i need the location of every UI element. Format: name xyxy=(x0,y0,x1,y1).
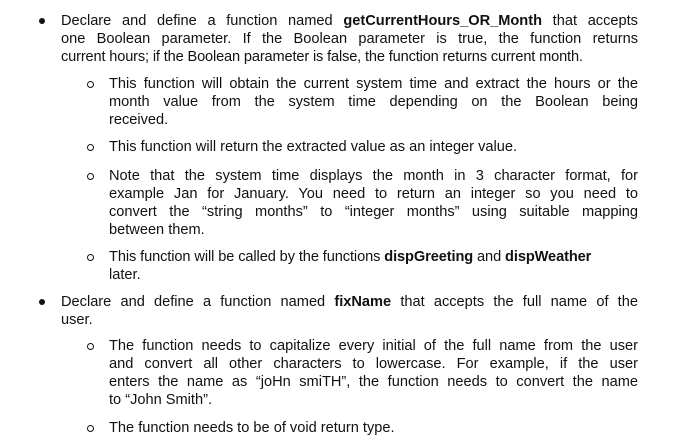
sub-1-2-line-1: This function will return the extracted value as an integer value. xyxy=(109,139,518,155)
sub-1-3-line-3: convert the “string months” to “integer months” using suitable mapping xyxy=(109,204,638,220)
sub-2-1-line-4: to “John Smith”. xyxy=(109,392,213,408)
bullet-circle xyxy=(87,425,94,432)
cut-off-text-fragment xyxy=(60,0,620,6)
bullet-1-line-2: one Boolean parameter. If the Boolean parameter is true, the function returns xyxy=(61,31,638,47)
bullet-circle xyxy=(87,81,94,88)
sub-1-3-line-1: Note that the system time displays the month in 3 character format, for xyxy=(109,168,638,184)
bullet-circle xyxy=(87,144,94,151)
bullet-circle xyxy=(87,254,94,261)
sub-2-2-line-1: The function needs to be of void return type. xyxy=(109,420,395,436)
bullet-2-line-2: user. xyxy=(61,312,93,328)
sub-1-3-line-2: example Jan for January. You need to return an integer so you need to xyxy=(109,186,638,202)
sub-1-1-line-2: month value from the system time depending on the Boolean being xyxy=(109,94,638,110)
sub-1-1-line-3: received. xyxy=(109,112,169,128)
bullet-2-line-1: Declare and define a function named fixName that accepts the full name of the xyxy=(61,294,638,310)
bullet-disc xyxy=(39,18,45,24)
sub-1-3-line-4: between them. xyxy=(109,222,205,238)
sub-2-1-line-3: enters the name as “joHn smiTH”, the function needs to convert the name xyxy=(109,374,638,390)
bullet-1-line-3: current hours; if the Boolean parameter is false, the function returns current month. xyxy=(61,49,583,65)
bullet-circle xyxy=(87,173,94,180)
sub-1-4-line-2: later. xyxy=(109,267,141,283)
sub-2-1-line-2: and convert all other characters to lowercase. For example, if the user xyxy=(109,356,638,372)
bullet-disc xyxy=(39,299,45,305)
sub-1-4-line-1: This function will be called by the functions dispGreeting and dispWeather xyxy=(109,249,592,265)
bullet-circle xyxy=(87,343,94,350)
sub-2-1-line-1: The function needs to capitalize every initial of the full name from the user xyxy=(109,338,638,354)
bullet-1-line-1: Declare and define a function named getCurrentHours_OR_Month that accepts xyxy=(61,13,638,29)
sub-1-1-line-1: This function will obtain the current system time and extract the hours or the xyxy=(109,76,638,92)
